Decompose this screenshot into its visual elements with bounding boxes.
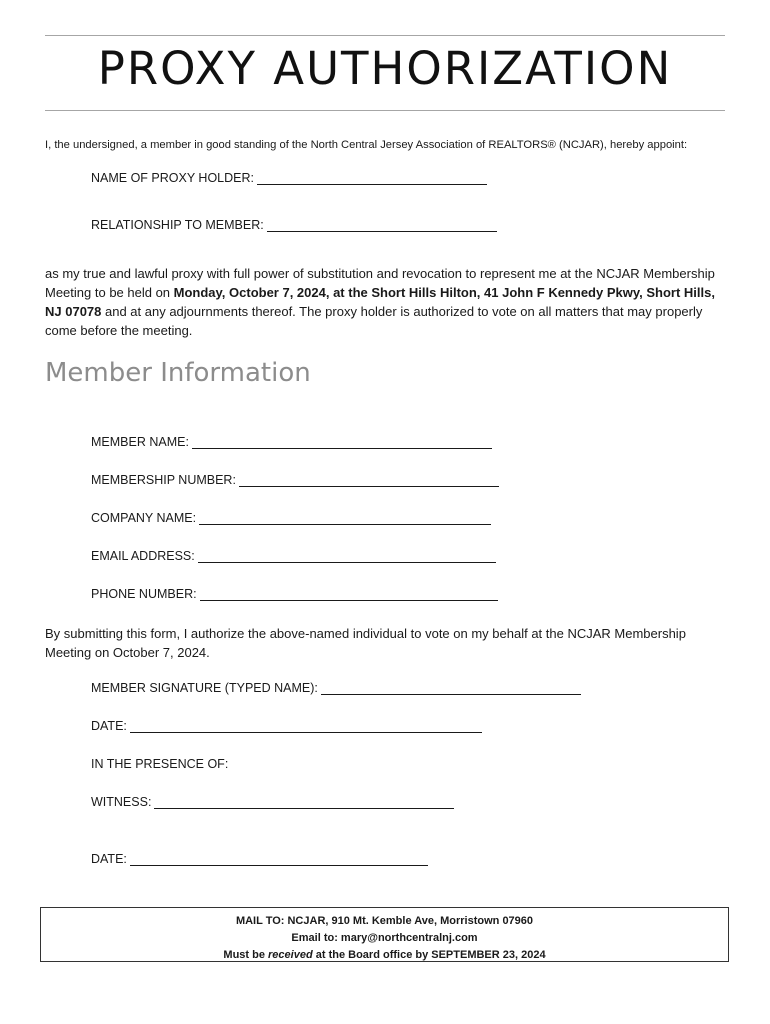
mail-instructions-box (40, 907, 729, 962)
intro-text: I, the undersigned, a member in good standing of the North Central Jersey Association of REALTORS® (NCJAR), hereby appoint: (45, 139, 688, 151)
phone-number-field (91, 587, 498, 601)
presence-label: IN THE PRESENCE OF: (91, 757, 229, 771)
proxy-paragraph-text-1: as my true and lawful proxy with full power of substitution and revocation to represent me at the NCJAR Membership Meeting to be held on (45, 266, 715, 300)
proxy-holder-field (91, 171, 487, 185)
phone-number-label: PHONE NUMBER: (91, 587, 197, 601)
date-field-2 (91, 852, 428, 866)
relationship-label: RELATIONSHIP TO MEMBER: (91, 218, 264, 232)
member-signature-field (91, 681, 581, 695)
deadline-suffix: at the Board office by SEPTEMBER 23, 2024 (312, 949, 546, 961)
title-underline-rule (45, 110, 725, 111)
relationship-input-line[interactable] (267, 219, 497, 232)
member-information-heading: Member Information (45, 358, 311, 388)
proxy-paragraph (45, 264, 725, 340)
proxy-holder-label: NAME OF PROXY HOLDER: (91, 171, 254, 185)
member-name-input-line[interactable] (192, 436, 492, 449)
membership-number-input-line[interactable] (239, 474, 499, 487)
top-rule (45, 35, 725, 36)
member-name-field (91, 435, 492, 449)
company-name-input-line[interactable] (199, 512, 491, 525)
proxy-paragraph-text-2: and at any adjournments thereof. The proxy holder is authorized to vote on all matters that may properly come before the meeting. (45, 304, 703, 338)
email-address-input-line[interactable] (198, 550, 496, 563)
deadline-prefix: Must be (223, 949, 269, 961)
email-to-line: Email to: mary@northcentralnj.com (291, 932, 478, 944)
company-name-label: COMPANY NAME: (91, 511, 197, 525)
date-input-line-1[interactable] (130, 720, 482, 733)
deadline-emphasis: received (268, 949, 313, 961)
date-label-2: DATE: (91, 852, 127, 866)
email-address-label: EMAIL ADDRESS: (91, 549, 195, 563)
member-name-label: MEMBER NAME: (91, 435, 189, 449)
authorization-paragraph: By submitting this form, I authorize the above-named individual to vote on my behalf at the NCJAR Membership Meeting on October 7, 2024. (45, 626, 686, 660)
member-signature-input-line[interactable] (321, 682, 581, 695)
witness-field (91, 795, 454, 809)
date-label-1: DATE: (91, 719, 127, 733)
deadline-line (41, 947, 728, 964)
witness-input-line[interactable] (154, 796, 454, 809)
page-title: PROXY AUTHORIZATION (97, 42, 673, 95)
membership-number-field (91, 473, 499, 487)
date-input-line-2[interactable] (130, 853, 428, 866)
company-name-field (91, 511, 491, 525)
email-address-field (91, 549, 496, 563)
member-signature-label: MEMBER SIGNATURE (TYPED NAME): (91, 681, 318, 695)
date-field-1 (91, 719, 482, 733)
meeting-details: Monday, October 7, 2024, at the Short Hills Hilton, 41 John F Kennedy Pkwy, Short Hills, NJ 07078 (45, 285, 715, 319)
relationship-field (91, 218, 497, 232)
witness-label: WITNESS: (91, 795, 152, 809)
presence-text-row (91, 757, 228, 771)
membership-number-label: MEMBERSHIP NUMBER: (91, 473, 236, 487)
mail-to-line: MAIL TO: NCJAR, 910 Mt. Kemble Ave, Morristown 07960 (235, 915, 534, 927)
phone-number-input-line[interactable] (200, 588, 498, 601)
proxy-holder-input-line[interactable] (257, 172, 487, 185)
